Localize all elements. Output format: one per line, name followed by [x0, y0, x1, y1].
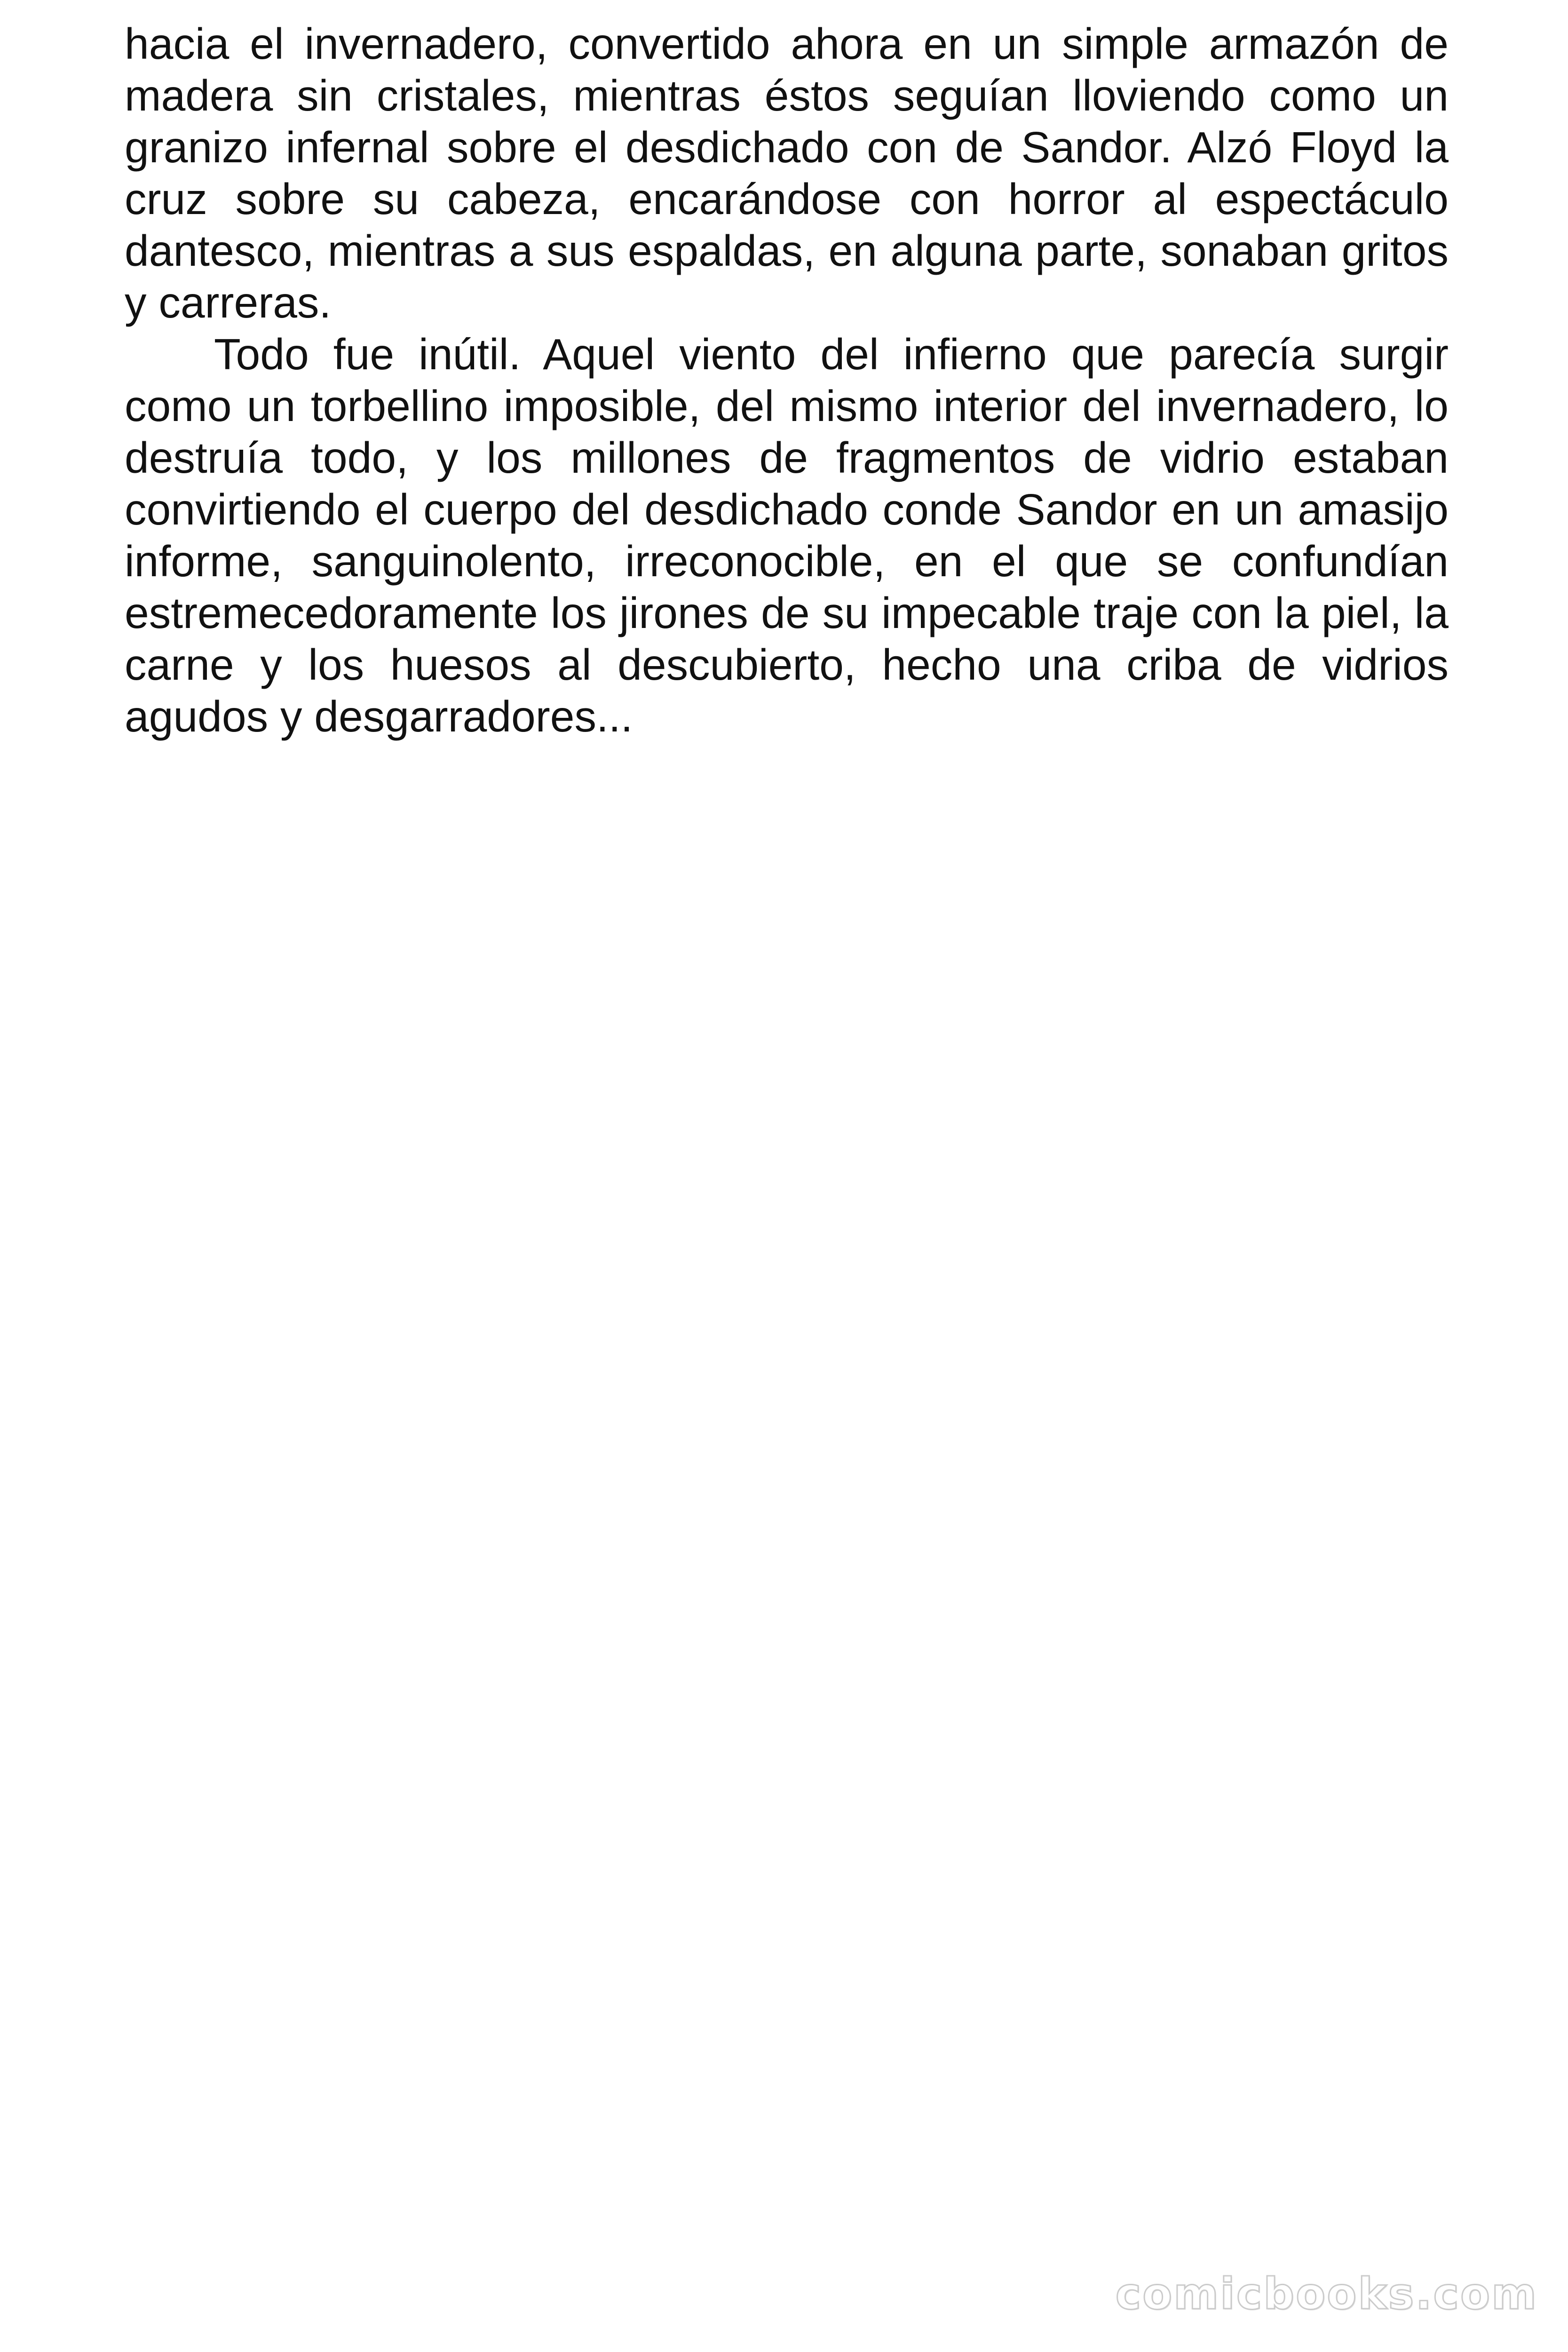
paragraph-2: Todo fue inútil. Aquel viento del infierno que parecía surgir como un torbellino imposible, del mismo interior del invernadero, lo destruía todo, y los millones de fragmentos de vidrio estaban convirtiendo el cuerpo del desdichado conde Sandor en un amasijo informe, sanguinolento, irreconocible, en el que se confundían estremecedoramente los jirones de su impecable traje con la piel, la carne y los huesos al descubierto, hecho una criba de vidrios agudos y desgarradores...: [125, 330, 1449, 741]
body-text: [125, 18, 1449, 742]
watermark-logo: comicbooks.com: [1115, 2269, 1538, 2319]
paragraph-1: hacia el invernadero, convertido ahora en un simple armazón de madera sin cristales, mientras éstos seguían lloviendo como un granizo infernal sobre el desdichado con de Sandor. Alzó Floyd la cruz sobre su cabeza, encarándose con horror al espectáculo dantesco, mientras a sus espaldas, en alguna parte, sonaban gritos y carreras.: [125, 19, 1449, 327]
